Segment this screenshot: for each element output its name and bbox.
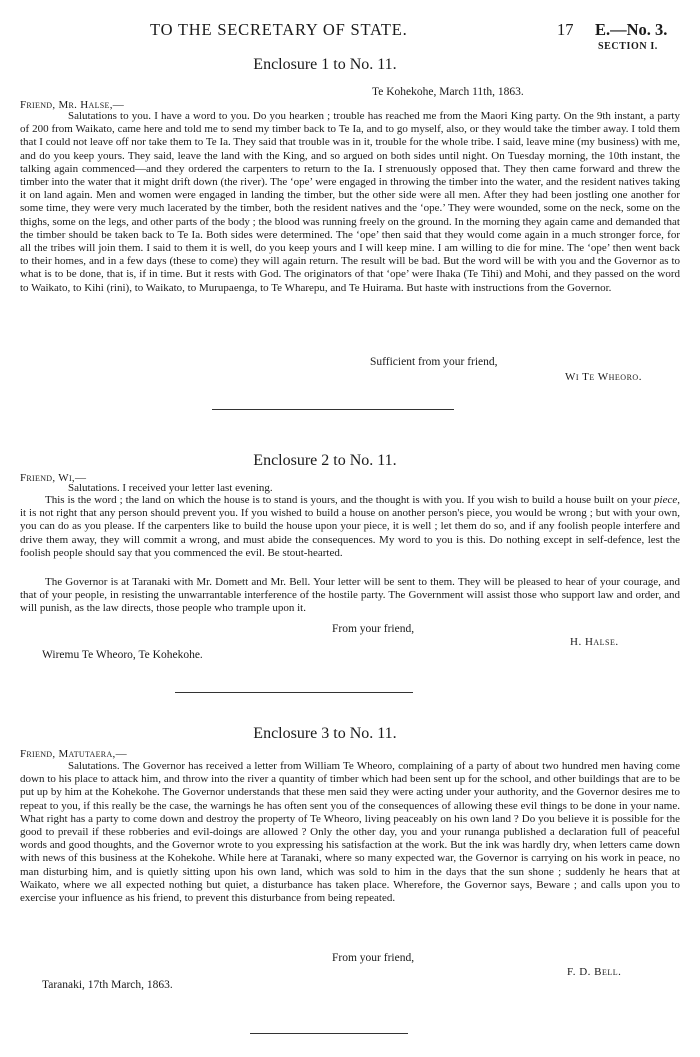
enclosure-3-signature: F. D. Bell. xyxy=(567,966,622,978)
enclosure-1-salutation: Friend, Mr. Halse,— xyxy=(20,99,125,111)
enclosure-1-body: Salutations to you. I have a word to you. Do you hearken ; trouble has reached me from the Maori King party. On the 9th instant, a party of 200 from Waikato, came here and told me to send my timber back to Te Ia, and to go myself, also, or they would take the timber away. I told them that I could not leave off nor take them to Te Ia. They said that trouble was in it, trouble for the whole tribe. I said, leave mine (my business) with me, and do you keep yours. They said, leave the land with the King, and so argued on both sides until night. On Tuesday morning, the 10th instant, the talking again commenced—and they ordered the carpenters to return to the Ia. I strenuously opposed that. They then came forward and threw the timber into the water that it might drift down (the river). The ‘ope’ were engaged in throwing the timber into the water, and the resident natives taking it on land again. Men and women were engaged in landing the timber, but the other side were all men. After they had been jostling one another for some time, they were very much lacerated by the timber, both the resident natives and the ‘ope.’ They were wounded, some on the neck, some on the thighs, some on the legs, and other parts of the body ; the blood was running freely on the ground. In the morning they again came and demanded that the timber should be taken back to Te Ia. Both sides were determined. The ‘ope’ then said that they would come again in a much stronger force, for all the tribes will join them. I said to them it is well, do you keep yours and I will keep mine. I am willing to die for mine. The ‘ope’ then went back to their homes, and in a few days (these to come) they will again return. The result will be bad. But the word will be with you and the Governor as to what is to be done, that is, if in time. But it rests with God. The originators of that ‘ope’ were Ihaka (Te Tihi) and Mohi, and they passed on the word to Waikato, to Kihi (rini), to Waikato, to Murupaenga, to Te Wharepu, and Te Huirama. But haste with instructions from the Governor. xyxy=(20,110,680,294)
enclosure-3-closing: From your friend, xyxy=(332,952,415,964)
enclosure-3-title: Enclosure 3 to No. 11. xyxy=(253,725,397,742)
enclosure-2-opening: Salutations. I received your letter last evening. xyxy=(68,482,273,494)
enclosure-2-paragraph-1 xyxy=(20,494,680,560)
enclosure-2-signature: H. Halse. xyxy=(570,636,619,648)
enclosure-2-title: Enclosure 2 to No. 11. xyxy=(253,452,397,469)
document-reference: E.—No. 3. xyxy=(595,20,668,39)
enclosure-3-salutation: Friend, Matutaera,— xyxy=(20,748,127,760)
enclosure-1-title: Enclosure 1 to No. 11. xyxy=(253,56,397,73)
enclosure-2-salutation: Friend, Wi,— xyxy=(20,472,87,484)
section-label: SECTION I. xyxy=(598,41,658,52)
enclosure-2-para-1-start: This is the word ; the land on which the house is to stand is yours, and the thought is with you. If you wish to build a house built on your xyxy=(45,494,655,506)
enclosure-2-emphasis: piece xyxy=(654,494,678,506)
section-divider xyxy=(175,692,413,693)
enclosure-1-signature: Wi Te Wheoro. xyxy=(565,371,642,383)
running-header-title: TO THE SECRETARY OF STATE. xyxy=(150,20,408,39)
enclosure-2-addressee: Wiremu Te Wheoro, Te Kohekohe. xyxy=(42,649,203,661)
enclosure-2-closing: From your friend, xyxy=(332,623,415,635)
page-number: 17 xyxy=(557,20,574,39)
enclosure-3-body: Salutations. The Governor has received a letter from William Te Wheoro, complaining of a party of about two hundred men having come down to his place to attack him, and throw into the river a quantity of timber which had been sent up for the school, and other buildings that are to be put up by him at the Kohekohe. The Governor understands that these men said they were acting under your authority, and the Governor desires me to repeat to you, if this really be the case, the warnings he has often sent you of the consequences of allowing these evil things to be done in your name. What right has a party to come down and destroy the property of Te Wheoro, living peaceably on his own land ? Do you believe it is possible for the good to prevail if these robberies and evil-doings are allowed ? Only the other day, you and your runanga published a declaration full of peaceful words and good thoughts, and the Governor wrote to you expressing his satisfaction at the work. But the ink was hardly dry, when letters came down with news of this business at the Kohekohe. While here at Taranaki, where so many expected war, the Governor is carrying on his work in peace, no man disturbing him, and is quietly sitting upon his own land, which was sold to him in the days that the sun shone ; suddenly he hears that at Waikato, where we all expected nothing but quiet, a disturbance has taken place. Wherefore, the Governor says, Beware ; and calls upon you to exercise your influence as his friend, to prevent this disturbance from being repeated. xyxy=(20,760,680,905)
enclosure-2-paragraph-2: The Governor is at Taranaki with Mr. Domett and Mr. Bell. Your letter will be sent to them. They will be pleased to hear of your courage, and that of your people, in resisting the unwarrantable interference of the hostile party. The Government will assist those who support law and order, and will punish, as the law directs, those people who trample upon it. xyxy=(20,576,680,615)
enclosure-2-para-1-end: , it is not right that any person should prevent you. If you wished to build a house on another person's piece, you would be wrong ; but with your own, you can do as you please. If the carpenters like to build the house upon your piece, it is well ; let them do so, and if any foolish people interfere and drive them away, they will commit a wrong, and must abide the consequences. My word to you is this. Do nothing except in self-defence, lest the foolish people should say that you commenced the evil. Be stout-hearted. xyxy=(20,494,680,559)
enclosure-1-closing: Sufficient from your friend, xyxy=(370,356,498,368)
section-divider xyxy=(250,1033,408,1034)
enclosure-1-dateline: Te Kohekohe, March 11th, 1863. xyxy=(372,86,524,98)
section-divider xyxy=(212,409,454,410)
enclosure-3-addressee: Taranaki, 17th March, 1863. xyxy=(42,979,173,991)
